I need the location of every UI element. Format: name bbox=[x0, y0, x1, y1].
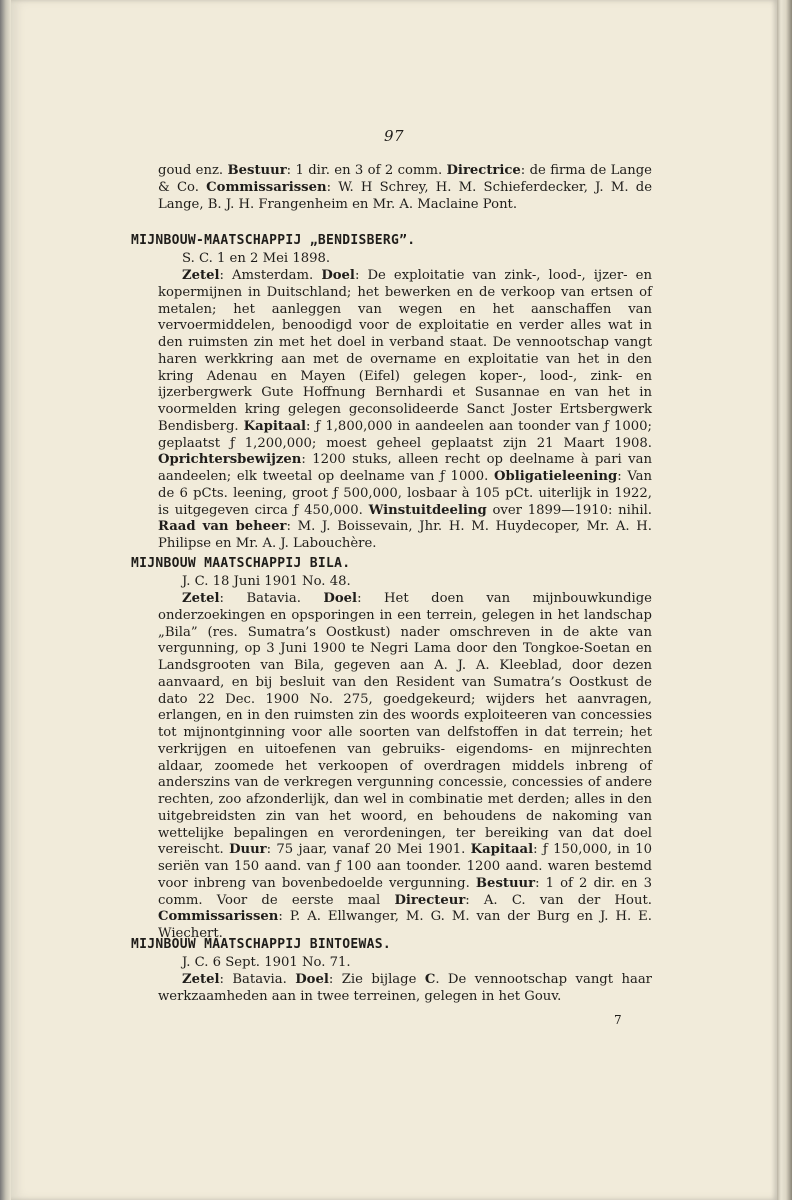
label-directeur: Directeur bbox=[394, 892, 466, 908]
label-doel: Doel bbox=[323, 591, 358, 606]
zetel-value: : Batavia. bbox=[219, 591, 301, 606]
page-gutter bbox=[0, 0, 11, 1200]
book-page bbox=[11, 0, 777, 1200]
raad-van-beheer-value: : M. J. Boissevain, Jhr. H. M. Huydecoper, Mr. A. H. Philipse en Mr. A. J. Labouchère. bbox=[158, 519, 652, 551]
label-directrice: Directrice bbox=[446, 163, 521, 178]
label-doel: Doel bbox=[321, 268, 355, 283]
label-bestuur: Bestuur bbox=[475, 875, 536, 891]
bijlage-reference: C bbox=[424, 972, 436, 987]
commissarissen-value: : P. A. Ellwanger, M. G. M. van der Burg en J. H. E. Wiechert. bbox=[158, 909, 652, 941]
label-commissarissen: Commissarissen bbox=[206, 179, 327, 195]
label-commissarissen: Commissarissen bbox=[158, 909, 279, 925]
section-body-bila bbox=[158, 591, 652, 943]
intro-text-2: : 1 dir. en 3 of 2 comm. bbox=[286, 163, 443, 178]
doel-value: : De exploitatie van zink-, lood-, ijzer- en kopermijnen in Duitschland; het bewerken en de verkoop van ertsen of metalen; het aanleggen van wegen en het aanschaffen van vervoermiddelen, benoodigd voor de exploitatie en verder alles wat in den ruimsten zin met het doel in verband staat. De vennootschap vangt haren werkkring aan met de overname en exploitatie van het in den kring Adenau en Mayen (Eifel) gelegen koper-, lood-, zink- en ijzerbergwerk Gute Hoffnung Bernhardi et Susannae en van het in voormelden kring gelegen geconsolideerde Sanct Joster Ertsbergwerk Bendisberg. bbox=[158, 268, 652, 434]
bestuur-value: : 1 of 2 dir. en 3 comm. Voor de eerste maal bbox=[158, 875, 653, 908]
label-bestuur: Bestuur bbox=[227, 163, 287, 178]
doel-continuation: . De vennootschap vangt haar werkzaamheden aan in twee terreinen, gelegen in het Gouv. bbox=[158, 972, 652, 1004]
section-reference-bila: J. C. 18 Juni 1901 No. 48. bbox=[182, 574, 351, 589]
intro-text-3: : de firma de Lange & Co. bbox=[158, 163, 652, 195]
section-heading-bila: MIJNBOUW MAATSCHAPPIJ BILA. bbox=[131, 556, 351, 571]
label-obligatieleening: Obligatieleening bbox=[494, 469, 618, 484]
kapitaal-value: : ƒ 150,000, in 10 seriën van 150 aand. van ƒ 100 aan toonder. 1200 aand. waren bestemd voor inbreng van bovenbedoelde vergunning. bbox=[158, 842, 652, 891]
page-edge bbox=[777, 0, 792, 1200]
doel-value: : Het doen van mijnbouwkundige onderzoekingen en opsporingen in een terrein, gelegen in het landschap „Bila” (res. Sumatra’s Oostkust) nader omschreven in de akte van vergunning, op 3 Juni 1900 te Negri Lama door den Tongkoe-Soetan en Landsgrooten van Bila, gegeven aan A. J. A. Kleeblad, door dezen aanvaard, en bij besluit van den Resident van Sumatra’s Oostkust de dato 22 Dec. 1900 No. 275, goedgekeurd; wijders het aanvragen, erlangen, en in den ruimsten zin des woords exploiteeren van concessies tot mijnontginning voor alle soorten van delfstoffen in dat terrein; het verkrijgen en uitoefenen van gebruiks- eigendoms- en mijnrechten aldaar, zoomede het verkoopen of overdragen middels inbreng of anderszins van de verkregen vergunning concessie, concessies of andere rechten, zoo afzonderlijk, dan wel in combinatie met derden; alles in den uitgebreidsten zin van het woord, en behoudens de nakoming van wettelijke bepalingen en verordeningen, ter bereiking van dat doel vereischt. bbox=[158, 591, 652, 858]
duur-value: : 75 jaar, vanaf 20 Mei 1901. bbox=[266, 842, 466, 858]
oprichtersbewijzen-value: : 1200 stuks, alleen recht op deelname à pari van aandeelen; elk tweetal op deelname van ƒ 1000. bbox=[158, 452, 652, 484]
directeur-value: : A. C. van der Hout. bbox=[465, 892, 652, 908]
signature-mark: 7 bbox=[614, 1013, 622, 1027]
section-reference-bendisberg: S. C. 1 en 2 Mei 1898. bbox=[182, 251, 331, 266]
label-kapitaal: Kapitaal bbox=[470, 842, 534, 858]
obligatieleening-value: : Van de 6 pCts. leening, groot ƒ 500,000, losbaar à 105 pCt. uiterlijk in 1922, is uitgegeven circa ƒ 450,000. bbox=[158, 469, 652, 518]
section-heading-bintoewas: MIJNBOUW MAATSCHAPPIJ BINTOEWAS. bbox=[131, 937, 392, 952]
section-body-bintoewas bbox=[158, 972, 652, 1006]
label-raad-van-beheer: Raad van beheer bbox=[158, 519, 287, 535]
label-doel: Doel bbox=[295, 972, 329, 987]
label-zetel: Zetel bbox=[182, 591, 220, 606]
section-reference-bintoewas: J. C. 6 Sept. 1901 No. 71. bbox=[182, 955, 351, 970]
intro-text-4: : W. H Schrey, H. M. Schieferdecker, J. M. de Lange, B. J. H. Frangenheim en Mr. A. Maclaine Pont. bbox=[158, 179, 652, 212]
winstuitdeeling-value: over 1899—1910: nihil. bbox=[486, 502, 652, 518]
page-number: 97 bbox=[383, 127, 405, 145]
section-heading-bendisberg: MIJNBOUW-MAATSCHAPPIJ „BENDISBERG”. bbox=[131, 233, 416, 248]
label-zetel: Zetel bbox=[182, 972, 220, 987]
intro-text-1: goud enz. bbox=[158, 163, 224, 178]
zetel-value: : Batavia. bbox=[219, 972, 287, 987]
doel-value: : Zie bijlage bbox=[328, 972, 417, 987]
intro-paragraph bbox=[158, 163, 652, 213]
kapitaal-value: : ƒ 1,800,000 in aandeelen aan toonder van ƒ 1000; geplaatst ƒ 1,200,000; moest geheel geplaatst zijn 21 Maart 1908. bbox=[158, 418, 652, 451]
zetel-value: : Amsterdam. bbox=[219, 268, 314, 283]
label-kapitaal: Kapitaal bbox=[243, 418, 307, 434]
label-duur: Duur bbox=[229, 842, 267, 858]
label-winstuitdeeling: Winstuitdeeling bbox=[368, 502, 487, 518]
section-body-bendisberg bbox=[158, 268, 652, 553]
label-zetel: Zetel bbox=[182, 268, 220, 283]
label-oprichtersbewijzen: Oprichtersbewijzen bbox=[158, 452, 302, 468]
